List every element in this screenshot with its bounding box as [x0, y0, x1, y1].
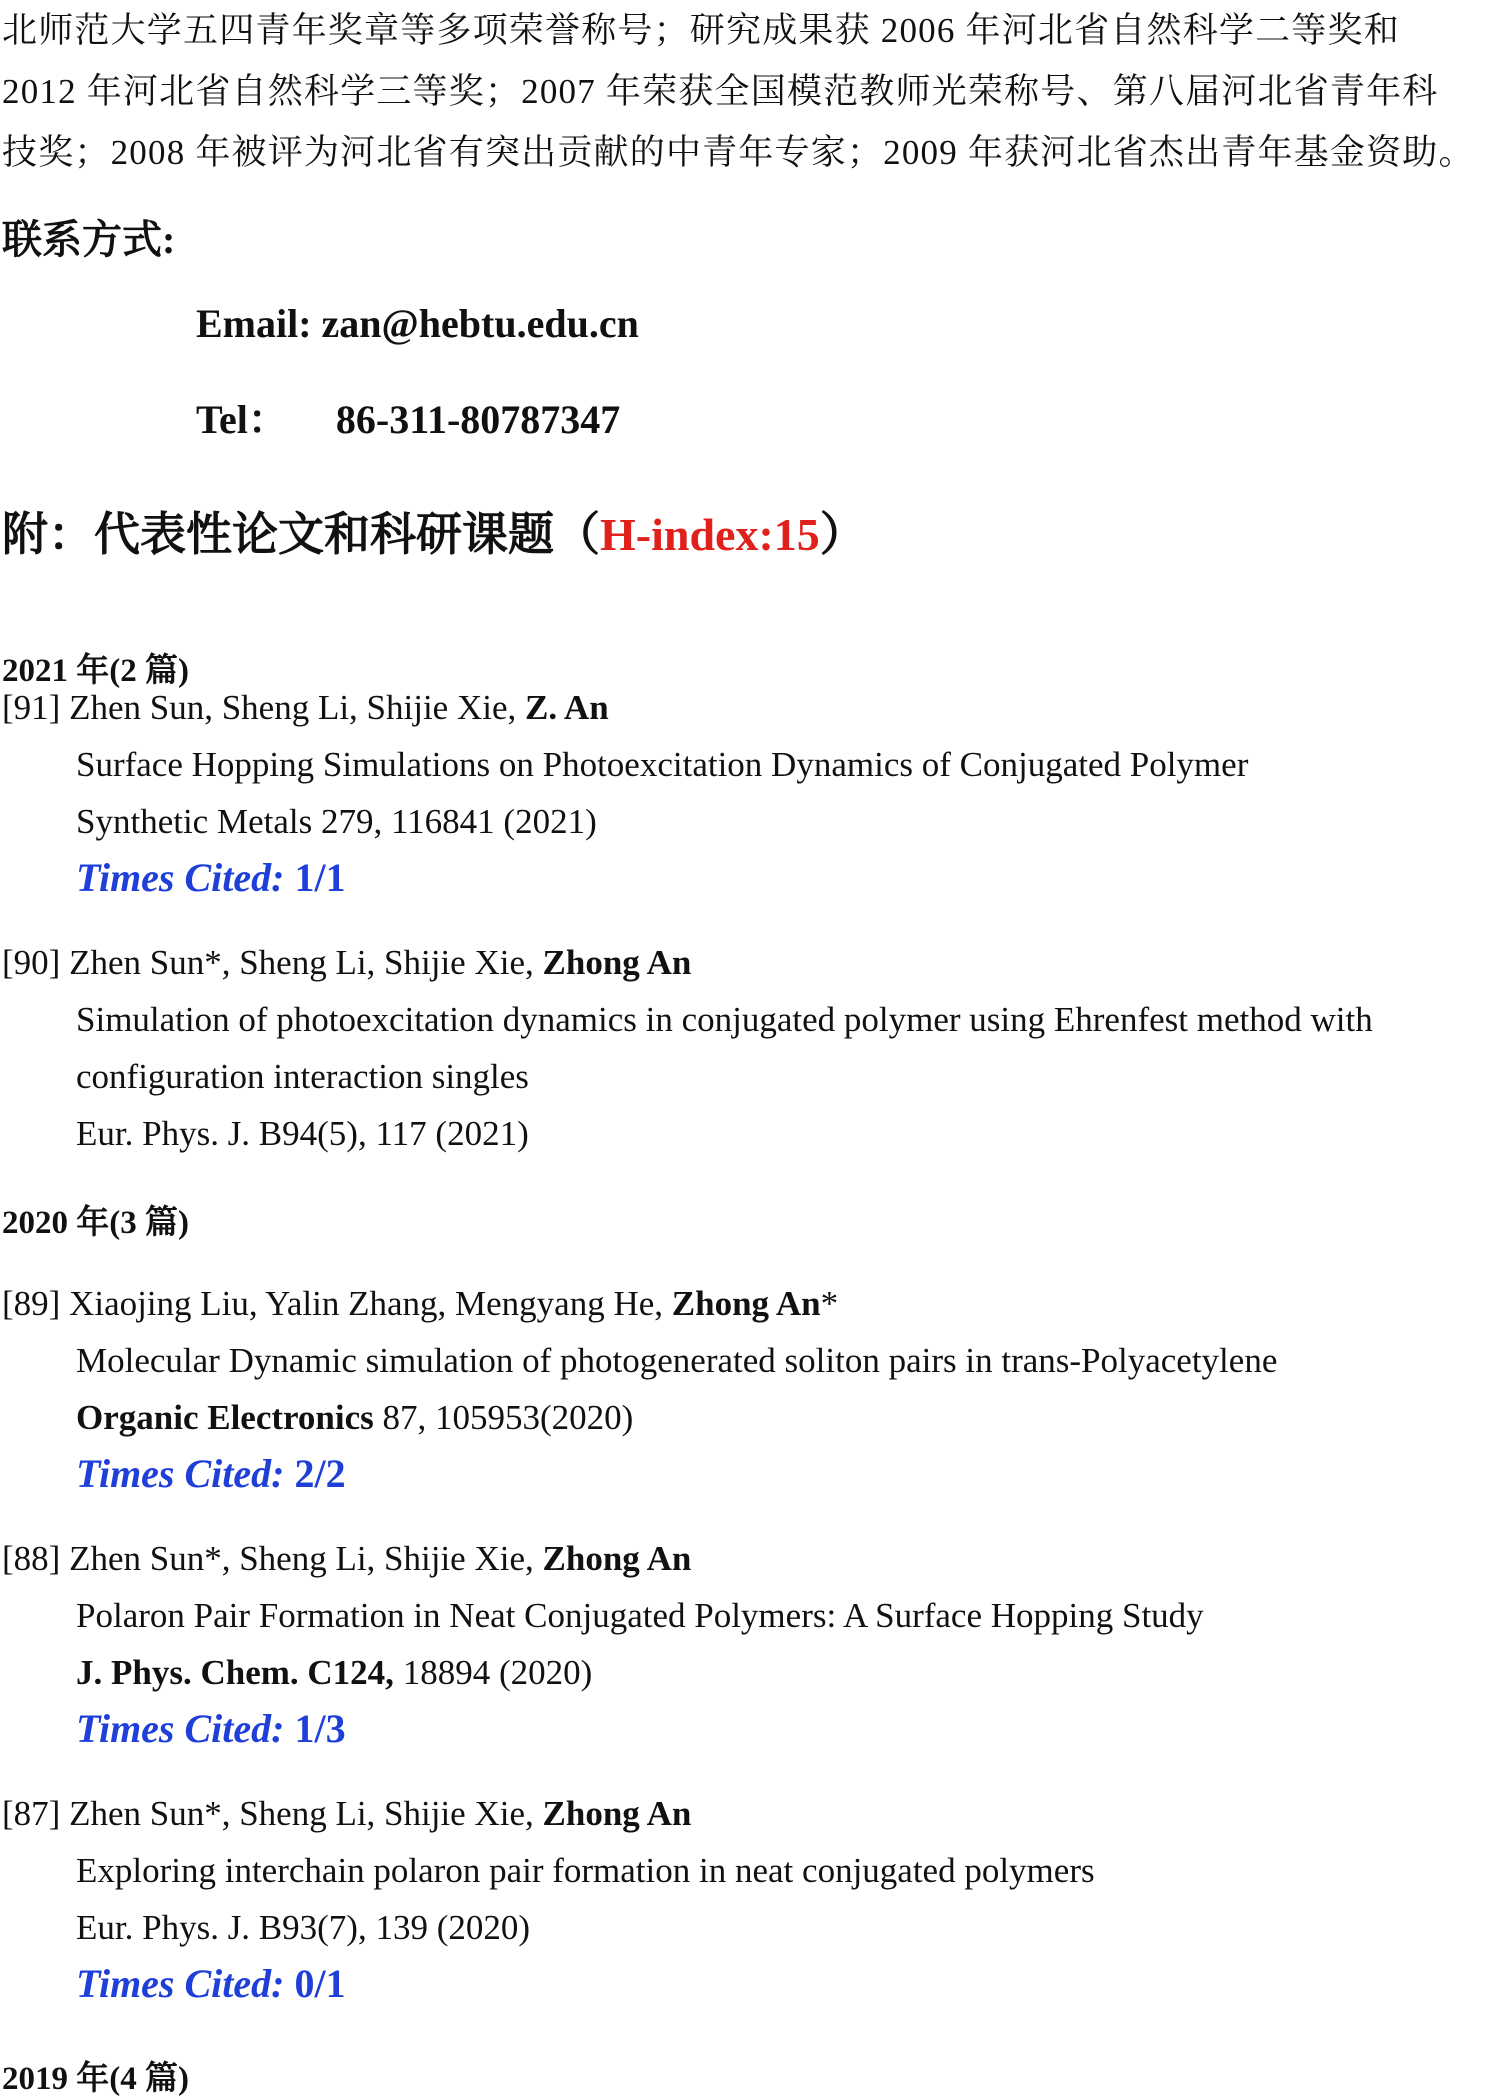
tel-value: 86-311-80787347 — [335, 397, 621, 442]
paper-authors-plain: Xiaojing Liu, Yalin Zhang, Mengyang He, — [69, 1284, 664, 1323]
paper-number: [88] — [2, 1539, 61, 1578]
paper-authors-plain: Zhen Sun*, Sheng Li, Shijie Xie, — [69, 1539, 534, 1578]
paper-journal — [76, 1644, 1497, 1701]
paper-authors — [2, 935, 1497, 991]
paper-entry — [2, 1276, 1497, 1502]
intro-paragraph — [2, 0, 1497, 183]
year-heading: 2021 年(2 篇) — [2, 653, 189, 689]
paren-open: （ — [554, 509, 600, 560]
paper-title: Exploring interchain polaron pair formation in neat conjugated polymers — [76, 1851, 1095, 1890]
paper-title: Molecular Dynamic simulation of photogenerated soliton pairs in trans-Polyacetylene — [76, 1341, 1278, 1380]
paper-journal-ref: 18894 (2020) — [393, 1653, 593, 1692]
paper-title-continued: configuration interaction singles — [76, 1057, 529, 1096]
intro-line: 技奖；2008 年被评为河北省有突出贡献的中青年专家；2009 年获河北省杰出青年基金资助。 — [2, 133, 1475, 172]
contact-heading: 联系方式: — [2, 217, 176, 262]
times-cited-label: Times Cited: — [76, 1451, 285, 1496]
paper-number: [90] — [2, 943, 61, 982]
times-cited-value: 2/2 — [294, 1451, 346, 1496]
paper-authors-plain: Zhen Sun*, Sheng Li, Shijie Xie, — [69, 943, 534, 982]
paper-authors — [2, 1276, 1497, 1332]
times-cited-value: 0/1 — [294, 1961, 346, 2006]
paper-journal — [76, 1389, 1497, 1446]
paper-authors-plain: Zhen Sun*, Sheng Li, Shijie Xie, — [69, 1794, 534, 1833]
paper-journal: Eur. Phys. J. B93(7), 139 (2020) — [76, 1908, 531, 1947]
paper-entry — [2, 680, 1497, 906]
appendix-heading — [2, 498, 866, 564]
paper-author-highlight: Z. An — [525, 688, 609, 727]
paper-journal: Synthetic Metals 279, 116841 (2021) — [76, 802, 597, 841]
paper-entry — [2, 935, 1497, 1162]
paper-journal-name: J. Phys. Chem. C124, — [76, 1653, 394, 1692]
paper-authors — [2, 680, 1497, 736]
paper-author-highlight: Zhong An — [542, 1539, 692, 1578]
tel-row — [196, 388, 620, 445]
paper-journal-name: Organic Electronics — [76, 1398, 374, 1437]
times-cited-value: 1/1 — [294, 855, 346, 900]
intro-line: 2012 年河北省自然科学三等奖；2007 年荣获全国模范教师光荣称号、第八届河北省青年科 — [2, 72, 1439, 111]
times-cited-value: 1/3 — [294, 1706, 346, 1751]
paper-authors — [2, 1786, 1497, 1842]
paper-entry — [2, 1786, 1497, 2012]
email-label: Email: — [196, 301, 312, 346]
email-value: zan@hebtu.edu.cn — [321, 301, 639, 346]
times-cited-label: Times Cited: — [76, 1961, 285, 2006]
paper-journal: Eur. Phys. J. B94(5), 117 (2021) — [76, 1114, 529, 1153]
year-heading: 2019 年(4 篇) — [2, 2061, 189, 2097]
h-index-value: H-index:15 — [600, 509, 820, 560]
paper-authors-plain: Zhen Sun, Sheng Li, Shijie Xie, — [69, 688, 517, 727]
times-cited-label: Times Cited: — [76, 1706, 285, 1751]
paper-number: [87] — [2, 1794, 61, 1833]
paper-author-highlight: Zhong An — [542, 943, 692, 982]
paper-number: [89] — [2, 1284, 61, 1323]
paper-journal-ref: 87, 105953(2020) — [373, 1398, 634, 1437]
paper-title: Surface Hopping Simulations on Photoexcitation Dynamics of Conjugated Polymer — [76, 745, 1249, 784]
times-cited — [76, 1446, 1497, 1502]
year-heading: 2020 年(3 篇) — [2, 1205, 189, 1241]
paper-number: [91] — [2, 688, 61, 727]
paper-authors — [2, 1531, 1497, 1587]
times-cited — [76, 1956, 1497, 2012]
times-cited-label: Times Cited: — [76, 855, 285, 900]
intro-line: 北师范大学五四青年奖章等多项荣誉称号；研究成果获 2006 年河北省自然科学二等奖和 — [2, 11, 1400, 50]
email-row — [196, 300, 639, 347]
appendix-title: 附：代表性论文和科研课题 — [2, 509, 554, 560]
paper-authors-tail: * — [820, 1284, 839, 1323]
paper-title: Simulation of photoexcitation dynamics in conjugated polymer using Ehrenfest method with — [76, 1000, 1373, 1039]
paren-close: ） — [819, 509, 866, 560]
paper-title: Polaron Pair Formation in Neat Conjugated Polymers: A Surface Hopping Study — [76, 1596, 1204, 1635]
paper-author-highlight: Zhong An — [671, 1284, 821, 1323]
tel-label: Tel： — [196, 397, 288, 442]
times-cited — [76, 1701, 1497, 1757]
times-cited — [76, 850, 1497, 906]
paper-author-highlight: Zhong An — [542, 1794, 692, 1833]
paper-entry — [2, 1531, 1497, 1757]
